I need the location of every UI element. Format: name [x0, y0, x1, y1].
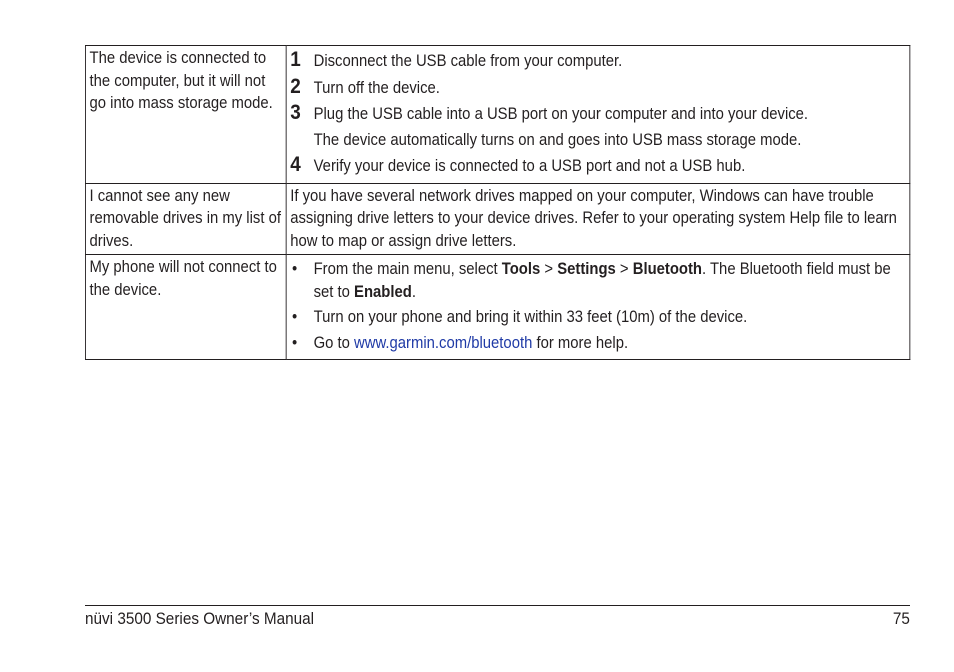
bullet-text-part: for more help.: [532, 333, 629, 352]
step-number: 1: [290, 48, 301, 71]
step-item: [290, 76, 906, 100]
problem-cell: [85, 46, 286, 184]
step-item: [290, 102, 906, 126]
footer-divider: [85, 605, 910, 606]
bullet-icon: •: [292, 308, 298, 326]
solution-text: If you have several network drives mapped on your computer, Windows can have trouble assigning drive letters to your device drives. Refer to your operating system Help file to learn how to map or assign drive letters.: [290, 186, 897, 250]
step-number: 2: [290, 74, 301, 98]
solution-cell: [286, 183, 910, 255]
step-text: Plug the USB cable into a USB port on your computer and into your device.: [313, 105, 809, 123]
step-item: [290, 49, 906, 73]
bullet-text-part: . The Bluetooth field must be set to: [313, 260, 891, 301]
problem-cell: [85, 183, 286, 255]
separator: >: [540, 260, 558, 278]
bullet-text-part: .: [411, 282, 416, 301]
step-text: Disconnect the USB cable from your computer.: [313, 52, 623, 70]
table-row: [85, 46, 909, 184]
table-row: [85, 183, 909, 255]
bullet-item: [290, 258, 906, 303]
step-note: The device automatically turns on and goes into USB mass storage mode.: [313, 130, 802, 149]
garmin-bluetooth-link[interactable]: www.garmin.com/bluetooth: [354, 333, 533, 352]
bullet-icon: •: [292, 333, 298, 352]
solution-cell: [286, 255, 910, 360]
menu-item-tools: Tools: [501, 260, 541, 278]
separator: >: [615, 260, 633, 278]
bullet-text-part: Go to: [313, 333, 355, 352]
step-number: 3: [290, 101, 301, 124]
step-item: [290, 154, 906, 178]
solution-cell: [286, 46, 910, 184]
step-text: Verify your device is connected to a USB port and not a USB hub.: [313, 157, 746, 175]
bullet-text: Turn on your phone and bring it within 33 feet (10m) of the device.: [313, 308, 748, 326]
bullet-icon: •: [292, 260, 298, 278]
step-text: Turn off the device.: [313, 78, 440, 97]
menu-item-settings: Settings: [557, 260, 616, 278]
bullet-text-part: From the main menu, select: [313, 260, 502, 278]
bullet-item: [290, 306, 906, 329]
footer-manual-title: nüvi 3500 Series Owner’s Manual: [85, 609, 315, 628]
problem-text: The device is connected to the computer, but it will not go into mass storage mode.: [89, 49, 273, 112]
bullet-text: [314, 258, 906, 303]
troubleshooting-table: [85, 45, 910, 360]
bullet-item: [290, 332, 906, 355]
step-number: 4: [290, 153, 301, 176]
table-row: [85, 255, 909, 360]
setting-enabled: Enabled: [354, 282, 412, 301]
problem-cell: [85, 255, 286, 360]
menu-item-bluetooth: Bluetooth: [632, 260, 703, 278]
problem-text: I cannot see any new removable drives in my list of drives.: [89, 186, 281, 250]
problem-text: My phone will not connect to the device.: [89, 258, 277, 299]
footer-page-number: 75: [892, 609, 910, 628]
bullet-text: [314, 332, 906, 355]
